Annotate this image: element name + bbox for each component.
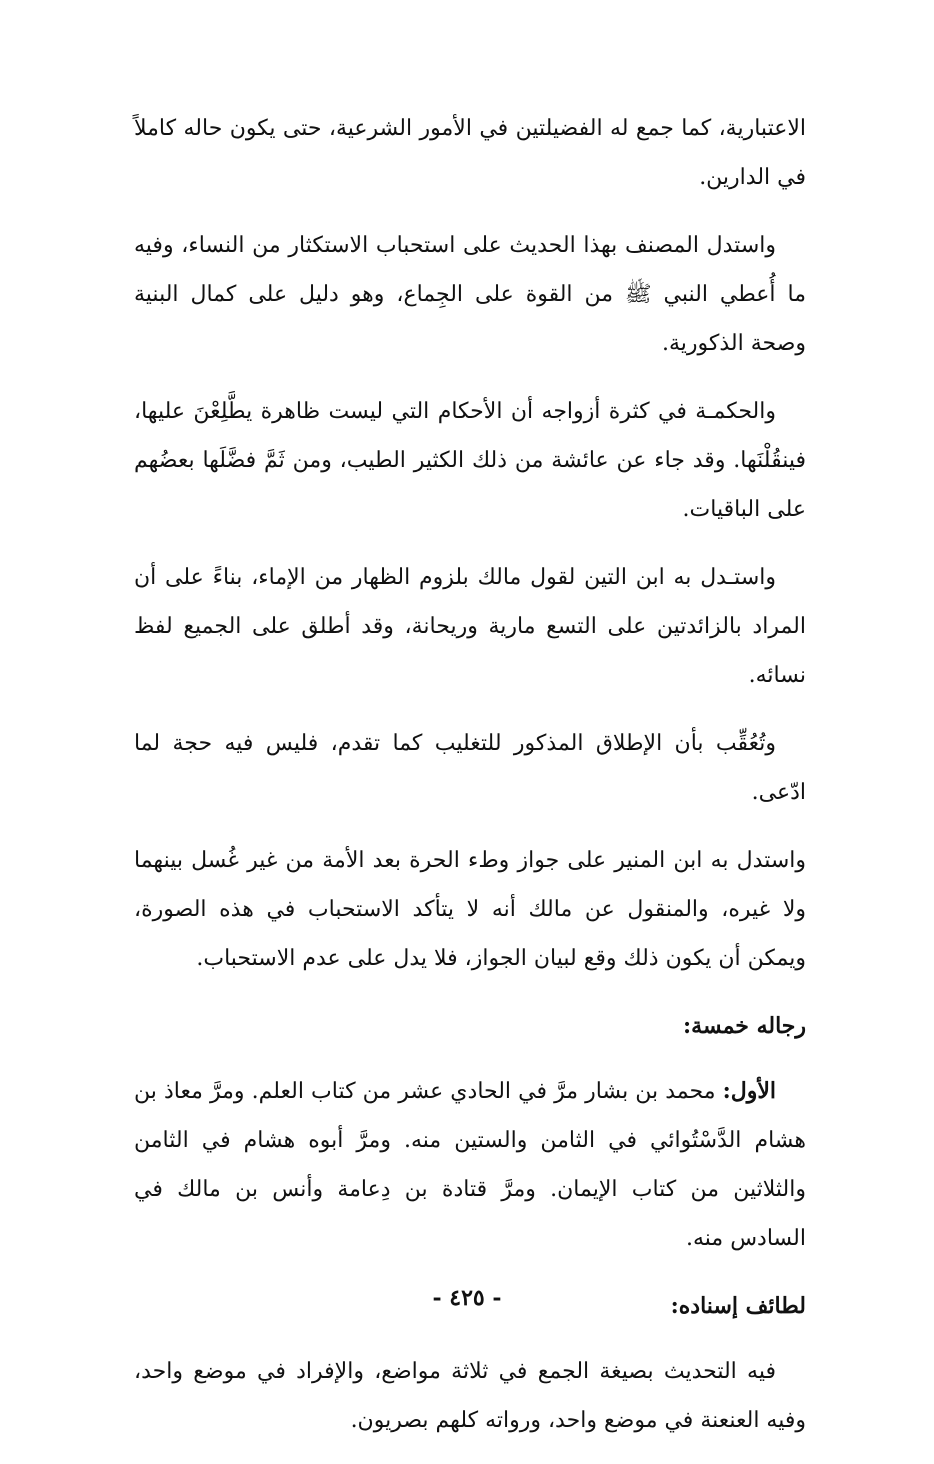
paragraph-ibn-al-munir: واستدل به ابن المنير على جواز وطء الحرة بعد الأمة من غير غُسل بينهما ولا غيره، والمنقول عن مالك أنه لا يتأكد الاستحباب في هذه الصورة، ويمكن أن يكون ذلك وقع لبيان الجواز، فلا يدل على عدم الاستحباب.: [134, 848, 806, 971]
rijal-lead: الأول:: [722, 1078, 776, 1104]
paragraph-istikthar: واستدل المصنف بهذا الحديث على استحباب الاستكثار من النساء، وفيه ما أُعطي النبي ﷺ من القوة على الجِماع، وهو دليل على كمال البنية وصحة الذكورية.: [134, 233, 806, 356]
page-body: [134, 104, 806, 1464]
rijal-text: محمد بن بشار مرَّ في الحادي عشر من كتاب العلم. ومرَّ معاذ بن هشام الدَّسْتُوائي في الثامن والستين منه. ومرَّ أبوه هشام في الثامن والثلاثين من كتاب الإيمان. ومرَّ قتادة بن دِعامة وأنس بن مالك في السادس منه.: [134, 1079, 806, 1251]
section-heading-rijal: رجاله خمسة:: [683, 1013, 806, 1039]
paragraph-hikma: والحكمـة في كثرة أزواجه أن الأحكام التي ليست ظاهرة يطَّلِعْنَ عليها، فينقُلْنَها. وقد جاء عن عائشة من ذلك الكثير الطيب، ومن ثَمَّ فضَّلَها بعضُهم على الباقيات.: [134, 399, 806, 522]
paragraph-lataif: فيه التحديث بصيغة الجمع في ثلاثة مواضع، والإفراد في موضع واحد، وفيه العنعنة في موضع واحد، ورواته كلهم بصريون.: [134, 1359, 806, 1433]
paragraph-rijal: [134, 1067, 806, 1263]
paragraph-tuuqqib: وتُعُقِّب بأن الإطلاق المذكور للتغليب كما تقدم، فليس فيه حجة لما ادّعى.: [134, 731, 806, 805]
page-number: - ٤٢٥ -: [432, 1285, 502, 1311]
paragraph-continuation: الاعتبارية، كما جمع له الفضيلتين في الأمور الشرعية، حتى يكون حاله كاملاً في الدارين.: [134, 116, 806, 190]
paragraph-ibn-at-tin: واستـدل به ابن التين لقول مالك بلزوم الظهار من الإماء، بناءً على أن المراد بالزائدتين على التسع مارية وريحانة، وقد أطلق على الجميع لفظ نسائه.: [134, 565, 806, 688]
section-heading-lataif: لطائف إسناده:: [670, 1293, 806, 1319]
